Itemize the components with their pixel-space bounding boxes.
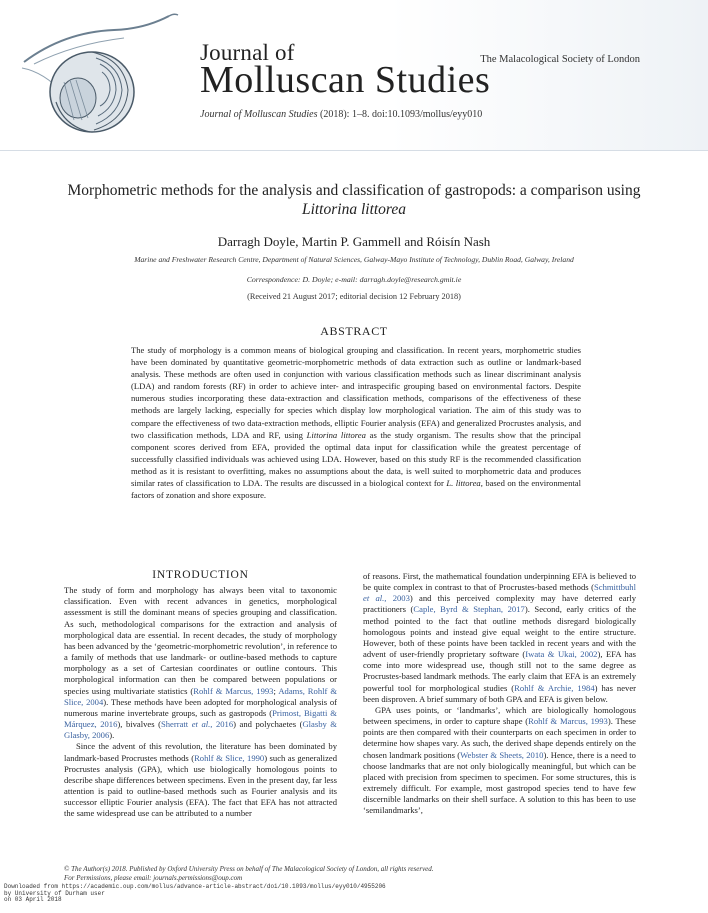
citation-link[interactable]: Rohlf & Marcus, 1993 [193, 685, 274, 696]
affiliation: Marine and Freshwater Research Centre, Department of Natural Sciences, Galway-Mayo Institute of Technology, Dublin Road, Galway, Ireland [134, 255, 574, 264]
citation-author: Sherratt [160, 719, 192, 730]
paragraph [363, 705, 636, 817]
abstract-body [131, 344, 581, 501]
paragraph-text: ). Second, early critics of the method pointed to the fact that outline methods disregard biologically homologous points and instead give equal weight to the entire structure. However, both of these points have been tackled in recent years and with the advent of user-friendly proprietary software ( [363, 604, 637, 660]
citation-link[interactable]: Primost, Bigatti & Márquez, 2016 [64, 707, 337, 730]
citation-link[interactable]: Glasby & Glasby, 2006 [64, 719, 337, 741]
paragraph-text: ). Hence, there is a need to choose landmarks that are not only biologically meaningful, but which can be placed with precision from specimen to specimen. For some structures, this is extremely difficult. For example, most gastropod species tend to have few discernible landmarks on their shell surface. A solution to this has been to use ‘semilandmarks’, [363, 749, 636, 816]
citation-line [200, 109, 482, 120]
paragraph [363, 571, 636, 705]
right-column [363, 571, 636, 816]
copyright-line: © The Author(s) 2018. Published by Oxford University Press on behalf of The Malacological Society of London, all rights reserved. [64, 865, 434, 873]
permissions-line: For Permissions, please email: journals.permissions@oup.com [64, 874, 243, 882]
abstract-species: Littorina littorea [306, 429, 366, 440]
citation-details: (2018): 1–8. doi:10.1093/mollus/eyy010 [317, 109, 483, 120]
abstract-text: The study of morphology is a common means of biological grouping and classification. In recent years, morphometric studies have been dominated by quantitative geometric-morphometric methods of data extraction such as outline or landmark-based analysis. These methods are often used in conjunction with various classification methods such as linear discriminant analysis (LDA) and random forests (RF) in order to achieve inter- and intraspecific grouping based on environmental factors. Despite numerous studies incorporating these data-extraction and classification methods, comparisons of the effectiveness of these methods are largely lacking, especially for species which display low morphological variation. The aim of this study was to compare the effectiveness of two data-extraction methods, elliptic Fourier analysis (EFA) and generalized Procrustes analysis, and two classification methods, LDA and RF, using [131, 345, 581, 440]
citation-link[interactable]: Webster & Sheets, 2010 [460, 749, 544, 760]
citation-link[interactable]: Rohlf & Archie, 1984 [514, 682, 595, 693]
received-dates: (Received 21 August 2017; editorial decision 12 February 2018) [247, 292, 461, 301]
citation-link[interactable]: Adams, Rohlf & Slice, 2004 [64, 685, 338, 707]
abstract-species: L. littorea [446, 478, 481, 489]
download-date-line: on 03 April 2018 [4, 896, 62, 904]
header-divider [0, 150, 708, 151]
journal-title-line1: Journal of [200, 40, 295, 65]
paragraph-text: The study of form and morphology has always been vital to taxonomic classification. Even with recent advances in genetics, morphological assessment is still the dominant means of species grouping and classification. As such, methodological comparisons for the extraction and analysis of morphological data are essential. In recent decades, the study of morphology has been advanced by the ‘geometric-morphometric revolution’, in reference to a family of methods that use landmark- or outline-based methods to capture morphology as a set of Cartesian coordinates or outline contours. This morphological information can then be compared between populations or species using multivariate statistics ( [64, 585, 337, 696]
paragraph-text: of reasons. First, the mathematical foundation underpinning EFA is believed to be quite complex in contrast to that of Procrustes-based methods ( [363, 571, 636, 593]
journal-title-line2: Molluscan Studies [200, 59, 491, 101]
paragraph-text: ) such as generalized Procrustes analysis (GPA), which use biologically homologous points to describe shape differences between specimens. Even in the present day, far less attention is paid to outline-based methods such as Fourier analysis and its successor elliptic Fourier analysis (EFA). The fact that EFA has not attracted the same widespread use can be attributed to a number [64, 752, 337, 819]
citation-journal: Journal of Molluscan Studies [200, 109, 318, 120]
citation-etal: et al. [191, 719, 211, 730]
citation-link[interactable]: Caple, Byrd & Stephan, 2017 [413, 604, 525, 615]
paragraph-text: Since the advent of this revolution, the literature has been dominated by landmark-based Procrustes methods ( [64, 741, 337, 763]
citation-link[interactable]: Rohlf & Marcus, 1993 [528, 716, 608, 727]
author-list: Darragh Doyle, Martin P. Gammell and Róisín Nash [217, 234, 491, 249]
paragraph-text: ), bivalves ( [117, 719, 161, 730]
abstract-text: as the study organism. The results show that the principal component scores derived from EFA, provided the optimal data input for classification while the greatest percentage of successfully classified individuals was achieved using LDA. However, based on this study RF is the recommended classification method as it is resistant to overfitting, makes no assumptions about the data, is well suited to morphometric data and produces similar rates of classification to LDA. The results are discussed in a biological context for [131, 429, 581, 489]
citation-link[interactable]: Iwata & Ukai, 2002 [525, 649, 598, 660]
section-heading-introduction: INTRODUCTION [152, 569, 249, 581]
left-column [64, 570, 337, 819]
snail-shell-icon [4, 2, 184, 142]
correspondence[interactable]: Correspondence: D. Doyle; e-mail: darragh.doyle@research.gmit.ie [246, 275, 462, 284]
download-watermark [4, 884, 386, 904]
title-main: Morphometric methods for the analysis and classification of gastropods: a comparison using [67, 182, 641, 199]
article-title [60, 181, 648, 219]
citation-etal: et al. [363, 593, 385, 604]
paragraph-text: ), EFA has come into more widespread use, though still not to the same degree as Procrustes-based landmark methods. The early claim that EFA is an extremely powerful tool for morphological studies ( [363, 649, 636, 693]
citation-link[interactable]: Rohlf & Slice, 1990 [194, 752, 265, 763]
paragraph [64, 741, 337, 819]
download-url-line: Downloaded from https://academic.oup.com/mollus/advance-article-abstract/doi/10.1093/mollus/eyy010/4955206 [4, 883, 386, 890]
abstract-heading: ABSTRACT [320, 324, 388, 338]
society-name: The Malacological Society of London [480, 54, 640, 65]
citation-author: Schmittbuhl [593, 582, 636, 593]
paragraph [64, 585, 337, 741]
paragraph-text: ). These points are then compared with their counterparts on each specimen in order to determine how shapes vary. As such, the derived shape depends entirely on the chosen landmark positions ( [363, 716, 636, 760]
paragraph-text: ) and polychaetes ( [233, 719, 303, 730]
paragraph-text: ). These methods have been adopted for morphological analysis of numerous marine invertebrate groups, such as gastropods ( [64, 696, 338, 718]
copyright-notice [64, 865, 434, 883]
download-user-line: by University of Durham user [4, 889, 105, 897]
paragraph-text: ) has never been disproven. A brief summary of both GPA and EFA is given below. [363, 682, 636, 704]
abstract-text: , based on the environmental factors of zonation and shore exposure. [131, 478, 582, 501]
citation-year: , 2003 [384, 593, 410, 604]
citation-link[interactable] [161, 719, 233, 729]
citation-year: , 2016 [210, 719, 234, 730]
paragraph-text: GPA uses points, or ‘landmarks’, which are biologically homologous between specimens, in order to capture shape ( [363, 704, 636, 727]
paragraph-text: ). [109, 730, 115, 741]
paragraph-text: ; [273, 685, 279, 696]
paragraph-text: ) and this perceived complexity may have deterred early practitioners ( [363, 593, 637, 615]
title-species: Littorina littorea [301, 201, 407, 218]
